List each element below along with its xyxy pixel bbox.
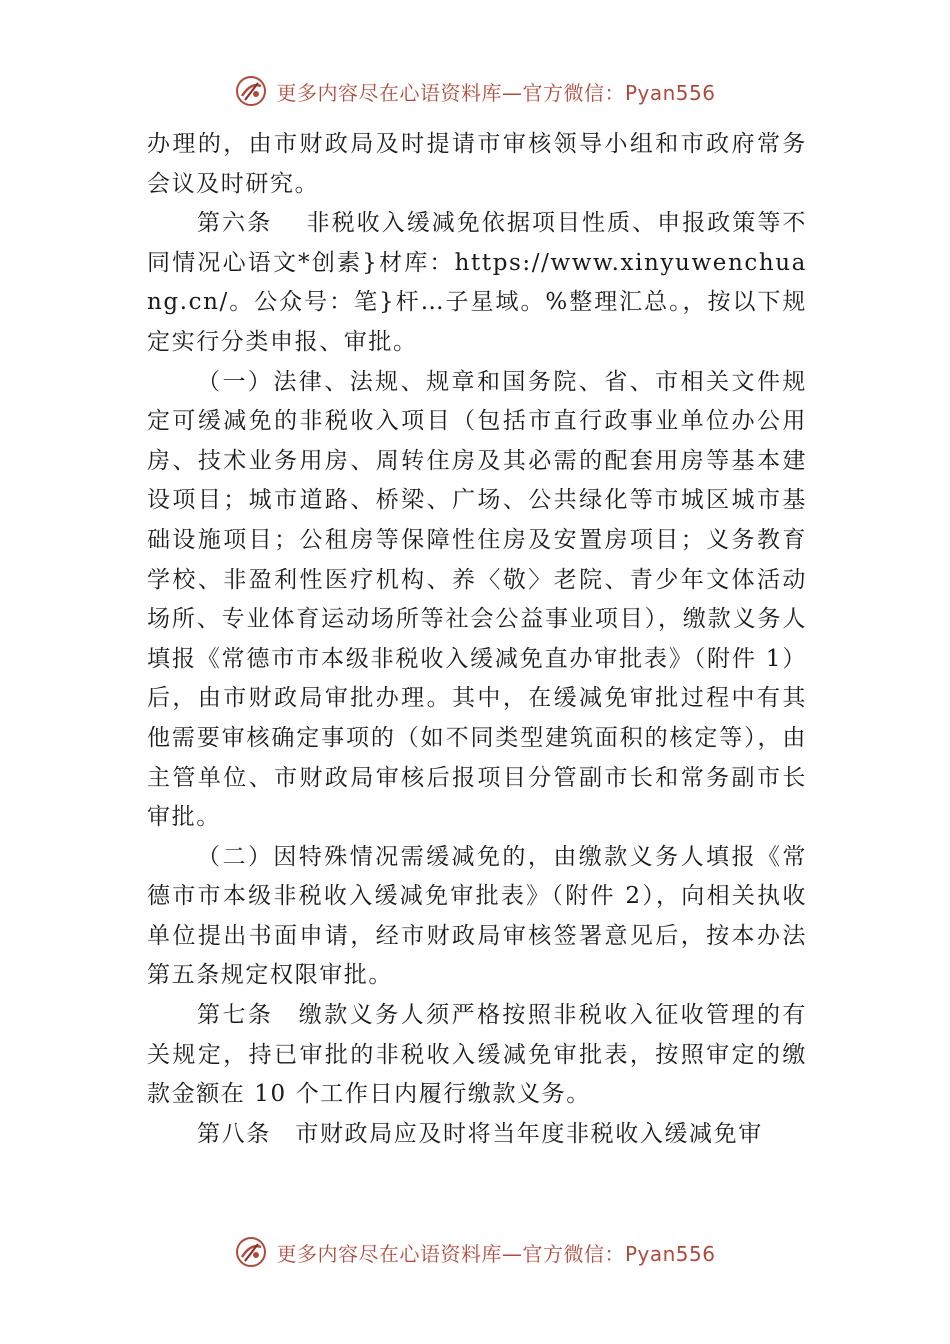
- watermark-text: 更多内容尽在心语资料库—官方微信：Pyan556: [276, 80, 716, 105]
- watermark-text: 更多内容尽在心语资料库—官方微信：Pyan556: [276, 1241, 716, 1266]
- seal-logo-icon: [234, 74, 268, 108]
- document-body: [147, 125, 807, 1154]
- paragraph-article-8: 第八条 市财政局应及时将当年度非税收入缓减免审: [197, 1120, 763, 1147]
- footer-watermark: [0, 1235, 950, 1269]
- header-watermark: [0, 74, 950, 108]
- paragraph-continuation: 办理的，由市财政局及时提请市审核领导小组和市政府常务会议及时研究。: [147, 131, 807, 197]
- paragraph-item-1: （一）法律、法规、规章和国务院、省、市相关文件规定可缓减免的非税收入项目（包括市直行政事业单位办公用房、技术业务用房、周转住房及其必需的配套用房等基本建设项目；城市道路、桥梁、广场、公共绿化等市城区城市基础设施项目；公租房等保障性住房及安置房项目；义务教育学校、非盈利性医疗机构、养〈敬〉老院、青少年文体活动场所、专业体育运动场所等社会公益事业项目），缴款义务人填报《常德市市本级非税收入缓减免直办审批表》（附件 1）后，由市财政局审批办理。其中，在缓减免审批过程中有其他需要审核确定事项的（如不同类型建筑面积的核定等），由主管单位、市财政局审核后报项目分管副市长和常务副市长审批。: [147, 368, 807, 831]
- paragraph-article-7: 第七条 缴款义务人须严格按照非税收入征收管理的有关规定，持已审批的非税收入缓减免审批表，按照审定的缴款金额在 10 个工作日内履行缴款义务。: [147, 1002, 807, 1108]
- paragraph-item-2: （二）因特殊情况需缓减免的，由缴款义务人填报《常德市市本级非税收入缓减免审批表》（附件 2），向相关执收单位提出书面申请，经市财政局审核签署意见后，按本办法第五条规定权限审批。: [147, 843, 807, 989]
- seal-logo-icon: [234, 1235, 268, 1269]
- paragraph-article-6: 第六条 非税收入缓减免依据项目性质、申报政策等不同情况心语文*创素}材库：https://www.xinyuwenchuang.cn/。公众号：笔}杆…子星域。%整理汇总。，按以下规定实行分类申报、审批。: [147, 210, 807, 355]
